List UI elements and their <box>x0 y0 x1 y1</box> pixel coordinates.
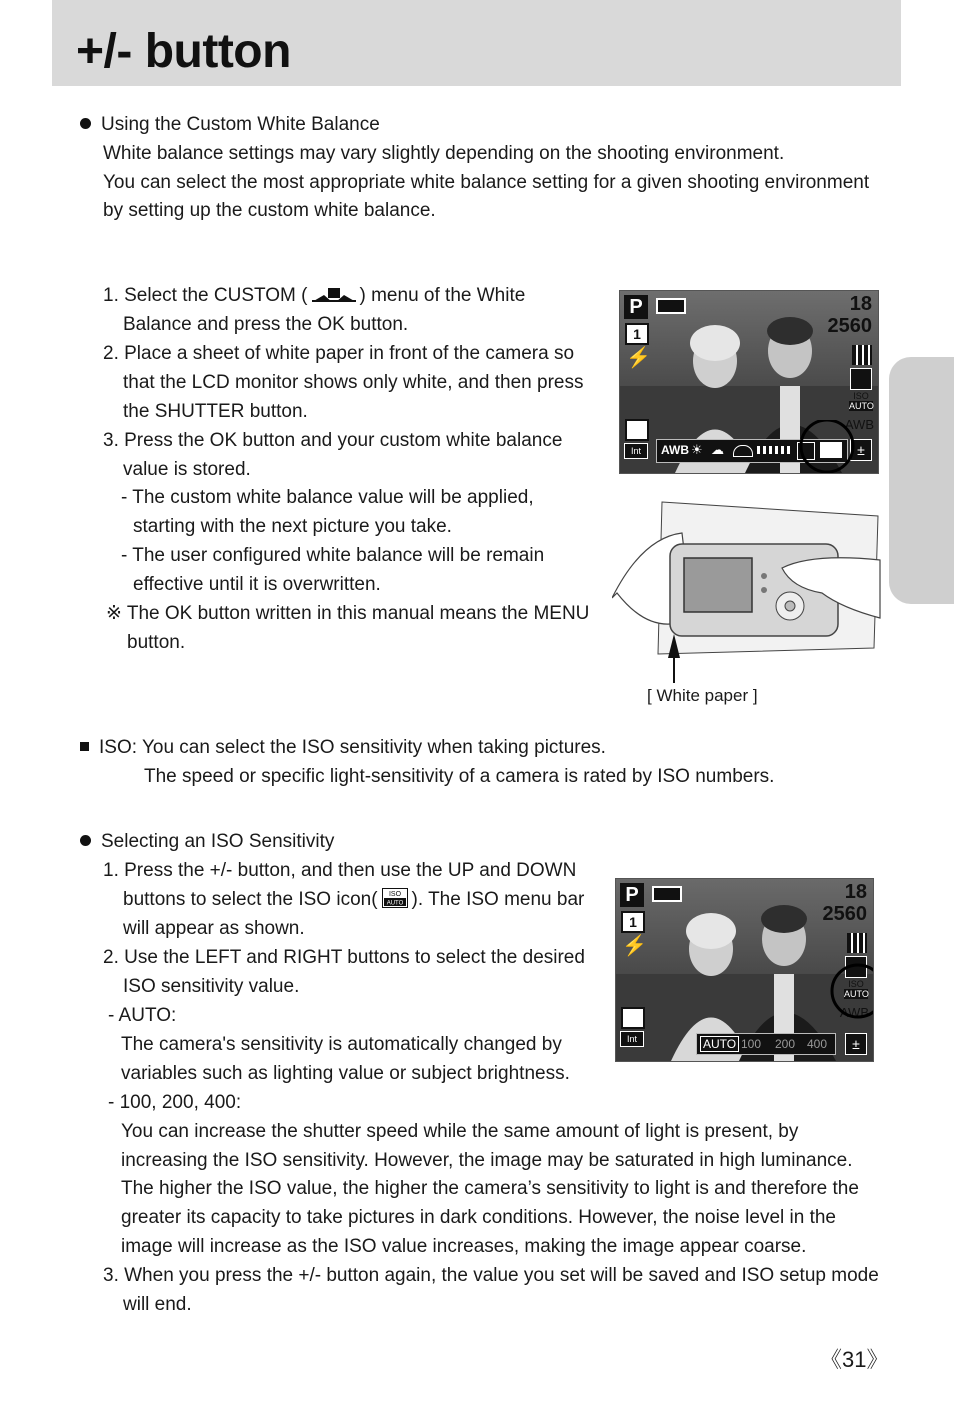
quality-icon <box>847 933 867 953</box>
ok-note-1: ※ The OK button written in this manual means the MENU <box>106 603 590 624</box>
wb-note-2: starting with the next picture you take. <box>133 516 452 537</box>
fluorescent-icon <box>757 446 791 454</box>
iso-values-desc-1: You can increase the shutter speed while the same amount of light is present, by <box>121 1121 799 1142</box>
iso-step1-line2 <box>123 885 584 914</box>
bullet-icon <box>80 118 91 129</box>
wb-intro-1: White balance settings may vary slightly depending on the shooting environment. <box>103 143 785 164</box>
battery-icon <box>652 886 682 902</box>
iso-values-desc-3: The higher the ISO value, the higher the camera’s sensitivity to light is and therefore the <box>121 1178 859 1199</box>
iso-option-100: 100 <box>741 1037 762 1051</box>
display-icon <box>621 1007 645 1029</box>
daylight-icon: ☀ <box>691 442 703 457</box>
cloudy-icon: ☁ <box>711 442 724 457</box>
wb-note-3: - The user configured white balance will be remain <box>121 545 545 566</box>
shots-remaining: 18 <box>849 293 872 315</box>
wb-step3-line2: value is stored. <box>123 459 251 480</box>
iso-bottom-text: AUTO <box>849 401 874 411</box>
iso-auto-icon <box>849 391 873 411</box>
exposure-icon: ± <box>850 439 872 461</box>
iso-auto-icon <box>382 888 408 908</box>
wb-intro-3: by setting up the custom white balance. <box>103 200 436 221</box>
iso-auto-desc-2: variables such as lighting value or subject brightness. <box>121 1063 570 1084</box>
custom-wb-icon <box>312 288 356 302</box>
title-bar <box>52 0 901 86</box>
iso-heading <box>80 827 334 856</box>
iso-menu-bar <box>696 1033 836 1055</box>
iso-intro-line1 <box>80 733 606 762</box>
image-size: 2560 <box>822 903 867 925</box>
page-number: 《31》 <box>820 1347 889 1372</box>
iso-step3-line1: 3. When you press the +/- button again, the value you set will be saved and ISO setup mode <box>103 1265 879 1286</box>
frame-icon: 1 <box>625 323 649 345</box>
iso-option-200: 200 <box>775 1037 796 1051</box>
wb-heading <box>80 110 380 139</box>
metering-icon <box>850 368 872 390</box>
iso-intro-line2: The speed or specific light-sensitivity of a camera is rated by ISO numbers. <box>144 766 775 787</box>
wb-step1-line1 <box>103 281 525 310</box>
iso-auto-desc-1: The camera's sensitivity is automatically changed by <box>121 1034 562 1055</box>
iso-step2-line2: ISO sensitivity value. <box>123 976 300 997</box>
wb-step2-line2: that the LCD monitor shows only white, and then press <box>123 372 584 393</box>
wb-step3-line1: 3. Press the OK button and your custom white balance <box>103 430 563 451</box>
iso-step2-line1: 2. Use the LEFT and RIGHT buttons to select the desired <box>103 947 585 968</box>
battery-icon <box>656 298 686 314</box>
iso-bottom-text: AUTO <box>844 989 869 999</box>
flash-icon: ⚡ <box>626 347 651 369</box>
iso-values-desc-4: greater its capacity to take pictures in dark conditions. However, the noise level in the <box>121 1207 836 1228</box>
wb-step1-line2: Balance and press the OK button. <box>123 314 409 335</box>
iso-heading-text: Selecting an ISO Sensitivity <box>101 831 335 852</box>
wb-step2-line1: 2. Place a sheet of white paper in front of the camera so <box>103 343 575 364</box>
iso-step1-post: ). The ISO menu bar <box>411 889 585 910</box>
wb-note-4: effective until it is overwritten. <box>133 574 381 595</box>
lcd-photo-wb <box>619 290 879 474</box>
quality-icon <box>852 345 872 365</box>
iso-step3-line2: will end. <box>123 1294 192 1315</box>
wb-intro-2: You can select the most appropriate white balance setting for a given shooting environment <box>103 172 870 193</box>
awb-label: AWB <box>844 417 874 432</box>
bullet-icon <box>80 835 91 846</box>
side-tab <box>889 357 954 604</box>
iso-option-400: 400 <box>807 1037 828 1051</box>
memory-icon: Int <box>624 443 648 459</box>
highlight-circle <box>797 420 857 474</box>
svg-text:AUTO: AUTO <box>386 900 403 907</box>
awb-label: AWB <box>839 1005 869 1020</box>
wb-step2-line3: the SHUTTER button. <box>123 401 308 422</box>
iso-option-auto: AUTO <box>700 1036 739 1052</box>
white-paper-caption: [ White paper ] <box>647 686 758 705</box>
square-bullet-icon <box>80 742 89 751</box>
wb-heading-text: Using the Custom White Balance <box>101 114 380 135</box>
memory-icon: Int <box>620 1031 644 1047</box>
iso-intro-text: ISO: You can select the ISO sensitivity when taking pictures. <box>99 737 606 758</box>
camera-white-paper-illustration <box>612 498 884 688</box>
tungsten-icon <box>733 445 753 457</box>
wb-step1-post: ) menu of the White <box>359 285 526 306</box>
iso-step1-line1: 1. Press the +/- button, and then use the UP and DOWN <box>103 860 577 881</box>
mode-p-icon: P <box>620 883 644 907</box>
iso-values-label: - 100, 200, 400: <box>108 1092 242 1113</box>
iso-top-text: ISO <box>853 391 869 401</box>
iso-step1-pre: buttons to select the ISO icon( <box>123 889 378 910</box>
iso-auto-label: - AUTO: <box>108 1005 177 1026</box>
exposure-icon: ± <box>845 1033 867 1055</box>
iso-values-desc-5: image will increase as the ISO value increases, making the image appear coarse. <box>121 1236 807 1257</box>
image-size: 2560 <box>827 315 872 337</box>
iso-values-desc-2: increasing the ISO sensitivity. However, the image may be saturated in high luminance. <box>121 1150 853 1171</box>
svg-text:ISO: ISO <box>388 891 401 898</box>
flash-icon: ⚡ <box>622 935 647 957</box>
iso-step1-line3: will appear as shown. <box>123 918 305 939</box>
ok-note-2: button. <box>127 632 186 653</box>
frame-icon: 1 <box>621 911 645 933</box>
shots-remaining: 18 <box>844 881 867 903</box>
lcd-photo-iso <box>615 878 874 1062</box>
wb-note-1: - The custom white balance value will be applied, <box>121 487 534 508</box>
iso-top-text: ISO <box>848 979 864 989</box>
wb-step1-pre: 1. Select the CUSTOM ( <box>103 285 308 306</box>
wb-option-awb: AWB <box>661 443 689 457</box>
mode-p-icon: P <box>624 295 648 319</box>
highlight-circle <box>830 963 874 1023</box>
page-title: +/- button <box>76 25 291 78</box>
display-icon <box>625 419 649 441</box>
